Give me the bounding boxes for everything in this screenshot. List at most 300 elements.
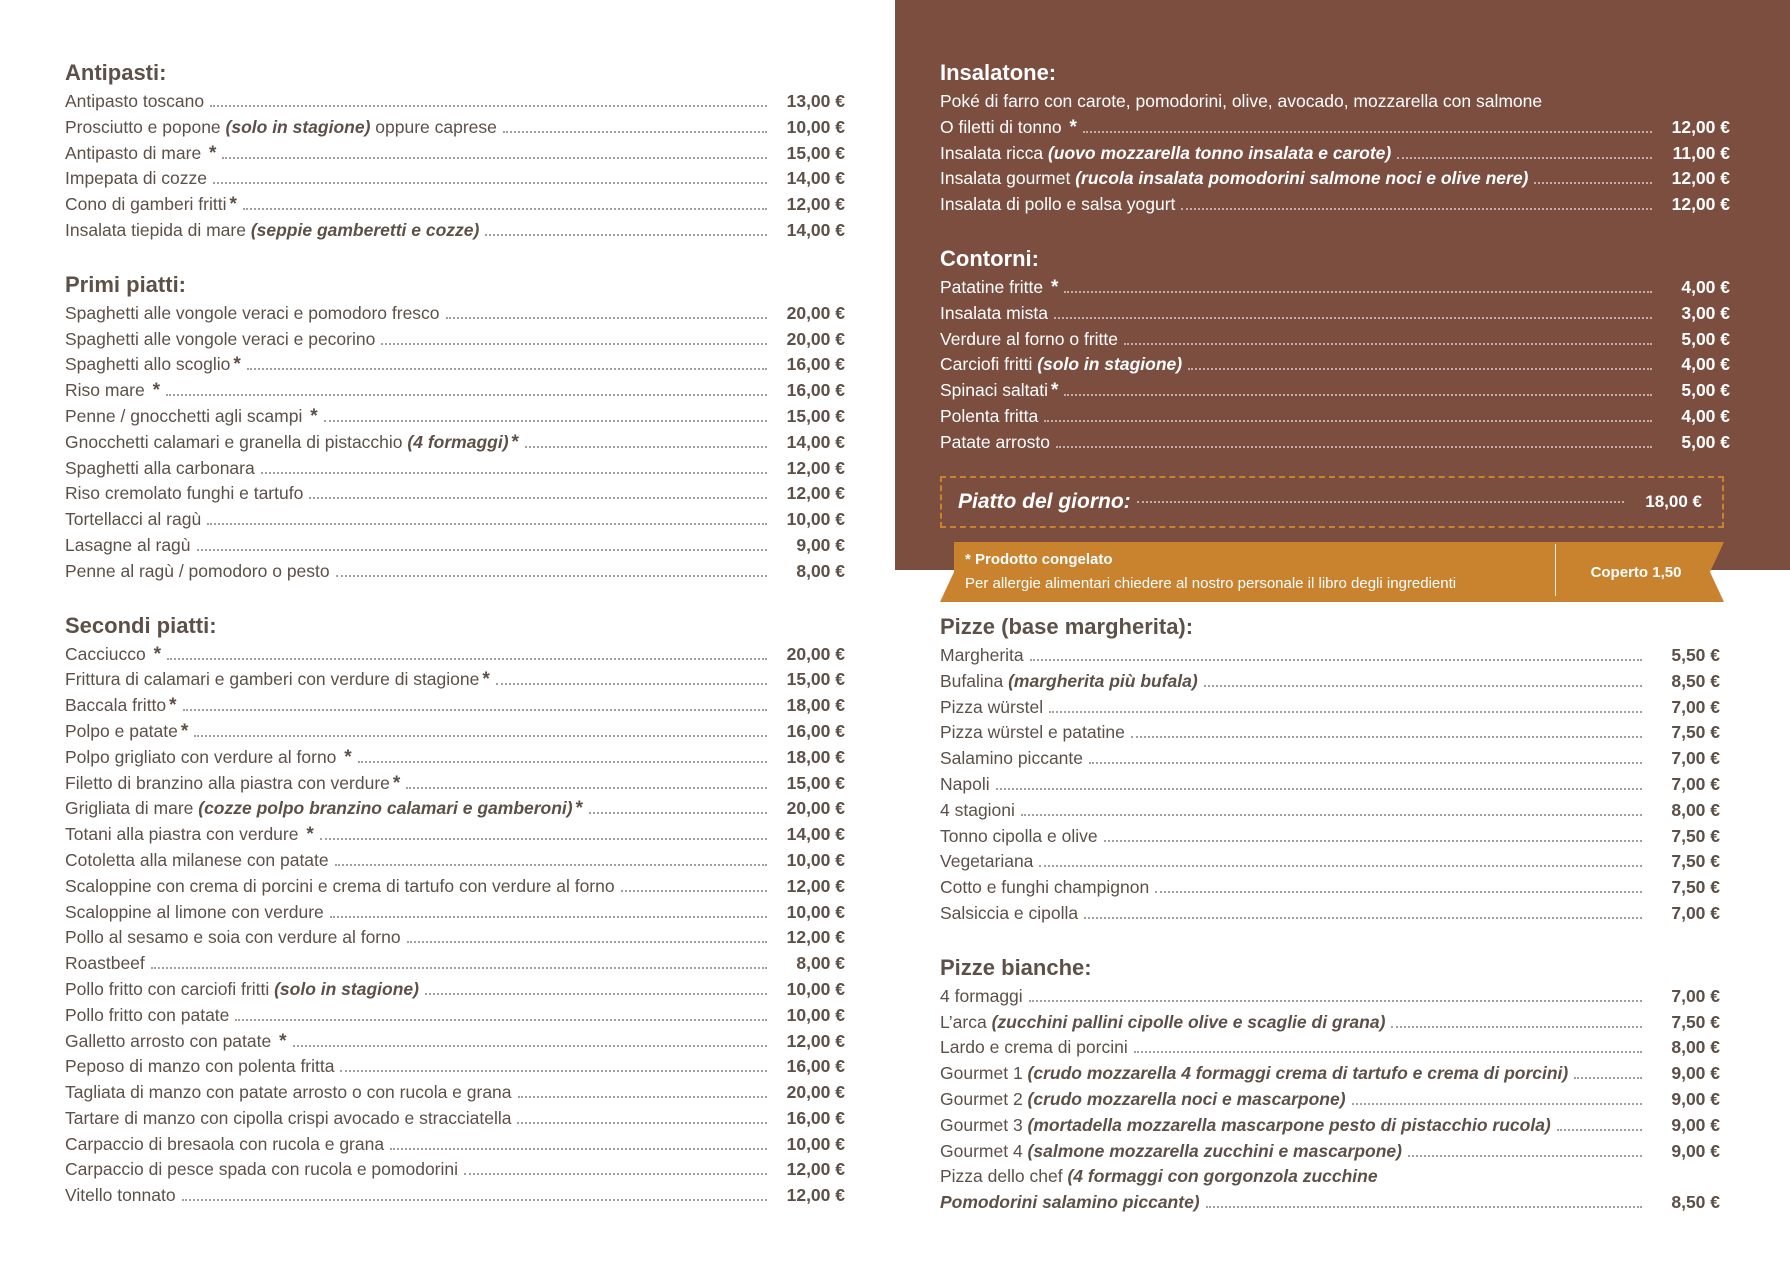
item-note: (crudo mozzarella noci e mascarpone): [1027, 1088, 1346, 1109]
dot-leader: [1134, 1051, 1642, 1053]
item-price: 5,50 €: [1671, 645, 1720, 665]
item-label: Insalata tiepida di mare: [65, 219, 251, 240]
item-name: [940, 352, 1182, 378]
item-label: Pizza dello chef: [940, 1166, 1068, 1187]
menu-item: [65, 667, 845, 693]
dot-leader: [1054, 317, 1652, 319]
item-label: Salamino piccante: [940, 748, 1083, 769]
item-price: 14,00 €: [786, 219, 845, 240]
dot-leader: [1352, 1103, 1642, 1105]
dot-leader: [1408, 1155, 1642, 1157]
item-price: 12,00 €: [1671, 194, 1730, 215]
frozen-star-icon: *: [233, 354, 241, 376]
item-price: 3,00 €: [1681, 302, 1730, 323]
frozen-star-icon: *: [344, 746, 352, 768]
item-price: 15,00 €: [786, 772, 845, 793]
section-title: Secondi piatti:: [65, 612, 217, 638]
dot-leader: [1206, 1206, 1642, 1208]
item-price: 16,00 €: [786, 720, 845, 741]
item-name: [65, 404, 318, 430]
dot-leader: [407, 941, 767, 943]
item-label: Polenta fritta: [940, 405, 1039, 426]
menu-item: [65, 951, 845, 977]
menu-item: [940, 1061, 1720, 1087]
item-note: (4 formaggi con gorgonzola zucchine: [1067, 1166, 1378, 1187]
menu-column-right-bottom: [940, 612, 1720, 1242]
item-name: [940, 378, 1058, 404]
dot-leader: [1534, 182, 1652, 184]
item-label: Frittura di calamari e gamberi con verdure di stagione: [65, 669, 480, 690]
menu-section-insalatone: [940, 58, 1730, 218]
item-label: Carpaccio di pesce spada con rucola e pomodorini: [65, 1159, 459, 1180]
item-price: 8,50 €: [1671, 670, 1720, 691]
item-name: [65, 925, 401, 951]
item-note: (crudo mozzarella 4 formaggi crema di tartufo e crema di porcini): [1027, 1063, 1569, 1084]
item-label: Insalata gourmet: [940, 168, 1076, 189]
item-price: 10,00 €: [786, 1133, 845, 1154]
dot-leader: [1131, 736, 1642, 738]
frozen-star-icon: *: [306, 824, 314, 846]
item-price: 7,00 €: [1671, 773, 1720, 794]
item-label: Napoli: [940, 773, 990, 794]
item-label: Cono di gamberi fritti: [65, 194, 227, 215]
menu-item: [940, 901, 1720, 927]
item-label: Carpaccio di bresaola con rucola e grana: [65, 1133, 385, 1154]
item-price: 15,00 €: [786, 669, 845, 690]
menu-item: [940, 720, 1720, 746]
menu-item: [65, 848, 845, 874]
item-alternative: oppure caprese: [370, 116, 497, 137]
item-name: [65, 352, 241, 378]
frozen-star-icon: *: [1069, 116, 1077, 138]
item-label: Margherita: [940, 645, 1024, 665]
dot-leader: [207, 523, 767, 525]
item-price: 10,00 €: [786, 978, 845, 999]
menu-section-pizze-base-margherita: [940, 612, 1720, 927]
menu-section-contorni: [940, 244, 1730, 456]
menu-item: [65, 745, 845, 771]
dot-leader: [1056, 446, 1652, 448]
frozen-star-icon: *: [279, 1030, 287, 1052]
dot-leader: [166, 394, 767, 396]
item-label: Tortellacci al ragù: [65, 509, 202, 530]
dot-leader: [330, 916, 767, 918]
item-price: 18,00 €: [786, 695, 845, 716]
item-label: Baccala fritto: [65, 695, 167, 716]
item-name: [940, 746, 1083, 772]
menu-item: [940, 327, 1730, 353]
dot-leader: [425, 993, 767, 995]
item-label: Cotto e funghi champignon: [940, 877, 1150, 898]
dot-leader: [151, 967, 767, 969]
item-name: [940, 772, 990, 798]
item-label: Gourmet 4: [940, 1140, 1028, 1161]
item-label: Spaghetti alla carbonara: [65, 457, 255, 478]
item-price: 16,00 €: [786, 380, 845, 401]
item-name: [65, 745, 352, 771]
item-price: 4,00 €: [1681, 276, 1730, 297]
item-name: [940, 849, 1033, 875]
item-name: [940, 1139, 1402, 1165]
item-name: [940, 1087, 1346, 1113]
item-price: 16,00 €: [786, 354, 845, 375]
menu-item: [65, 796, 845, 822]
item-price: 20,00 €: [786, 643, 845, 664]
item-label: Cacciucco: [65, 643, 151, 664]
item-name: [65, 874, 615, 900]
item-label: Vitello tonnato: [65, 1185, 176, 1206]
menu-item: [940, 1139, 1720, 1165]
dot-leader: [485, 234, 767, 236]
item-label: 4 formaggi: [940, 985, 1023, 1006]
item-name: [65, 822, 314, 848]
item-price: 12,00 €: [786, 927, 845, 948]
menu-item: [65, 141, 845, 167]
section-title: Contorni:: [940, 245, 1039, 271]
item-name: [940, 89, 1542, 115]
dot-leader: [1039, 865, 1642, 867]
menu-item: [940, 1190, 1720, 1216]
menu-item: [940, 1113, 1720, 1139]
dot-leader: [996, 788, 1642, 790]
menu-item: [940, 824, 1720, 850]
item-label: Filetto di branzino alla piastra con verdure: [65, 772, 390, 793]
item-name: [940, 1190, 1200, 1216]
item-label: Pollo al sesamo e soia con verdure al forno: [65, 927, 401, 948]
item-price: 12,00 €: [786, 483, 845, 504]
menu-item: [65, 378, 845, 404]
menu-item: [940, 695, 1720, 721]
dot-leader: [621, 890, 767, 892]
item-note: (mortadella mozzarella mascarpone pesto di pistacchio rucola): [1027, 1114, 1551, 1135]
item-price: 10,00 €: [786, 116, 845, 137]
item-name: [65, 642, 161, 668]
item-name: [65, 327, 375, 353]
menu-item: [940, 746, 1720, 772]
item-label: Riso mare: [65, 380, 150, 401]
menu-item: [940, 430, 1730, 456]
frozen-star-icon: *: [482, 669, 490, 691]
dot-leader: [213, 182, 767, 184]
item-label: Spaghetti alle vongole veraci e pomodoro fresco: [65, 302, 440, 323]
menu-item: [65, 771, 845, 797]
item-label: Carciofi fritti: [940, 354, 1038, 375]
item-note: (rucola insalata pomodorini salmone noci e olive nere): [1075, 168, 1529, 189]
item-name: [65, 951, 145, 977]
section-title: Pizze bianche:: [940, 954, 1092, 980]
dot-leader: [243, 208, 767, 210]
item-label: Gnocchetti calamari e granella di pistacchio: [65, 431, 408, 452]
item-note: (margherita più bufala): [1008, 670, 1198, 691]
item-label: Patate arrosto: [940, 431, 1050, 452]
menu-item: [65, 1029, 845, 1055]
item-note: (solo in stagione): [274, 978, 419, 999]
item-price: 5,00 €: [1681, 328, 1730, 349]
ribbon-notes: [965, 548, 1456, 596]
menu-item: [65, 719, 845, 745]
menu-item: [65, 1080, 845, 1106]
dot-leader: [1391, 1026, 1642, 1028]
coperto-label: Coperto 1,50: [1590, 563, 1682, 581]
item-price: 10,00 €: [786, 849, 845, 870]
dot-leader: [1030, 659, 1642, 661]
item-label: Pizza würstel: [940, 696, 1044, 717]
item-price: 14,00 €: [786, 824, 845, 845]
item-label: Tonno cipolla e olive: [940, 825, 1098, 846]
dot-leader: [182, 1199, 767, 1201]
dot-leader: [1064, 291, 1652, 293]
dot-leader: [197, 549, 767, 551]
menu-item: [65, 1157, 845, 1183]
item-label: Lasagne al ragù: [65, 534, 191, 555]
item-name: [65, 378, 160, 404]
item-label: O filetti di tonno: [940, 116, 1067, 137]
dot-leader: [464, 1173, 767, 1175]
item-label: Poké di farro con carote, pomodorini, olive, avocado, mozzarella con salmone: [940, 91, 1543, 111]
item-note: Pomodorini salamino piccante): [940, 1192, 1200, 1213]
dot-leader: [1397, 157, 1652, 159]
menu-section-pizze-bianche: [940, 953, 1720, 1216]
item-name: [940, 901, 1078, 927]
item-price: 15,00 €: [786, 142, 845, 163]
menu-item: [940, 875, 1720, 901]
section-title: Primi piatti:: [65, 271, 187, 297]
item-label: Salsiccia e cipolla: [940, 902, 1079, 923]
menu-item: [940, 643, 1720, 669]
dot-leader: [1188, 368, 1652, 370]
item-price: 7,00 €: [1671, 696, 1720, 717]
menu-item: [940, 378, 1730, 404]
item-name: [940, 875, 1149, 901]
item-label: Pollo fritto con carciofi fritti: [65, 978, 275, 999]
frozen-star-icon: *: [1050, 380, 1059, 402]
dot-leader: [517, 1122, 767, 1124]
item-label: Scaloppine con crema di porcini e crema di tartufo con verdure al forno: [65, 875, 615, 896]
item-name: [940, 404, 1038, 430]
item-name: [940, 301, 1048, 327]
item-label: Spaghetti alle vongole veraci e pecorino: [65, 328, 376, 349]
item-price: 12,00 €: [1671, 116, 1730, 137]
item-label: Tartare di manzo con cipolla crispi avocado e stracciatella: [65, 1107, 512, 1128]
menu-column-left: [65, 58, 845, 1235]
item-price: 8,00 €: [1671, 1037, 1720, 1058]
item-label: Vegetariana: [940, 851, 1034, 872]
item-price: 18,00 €: [786, 746, 845, 767]
item-name: [65, 1054, 334, 1080]
item-name: [65, 192, 237, 218]
dot-leader: [324, 420, 767, 422]
dot-leader: [589, 812, 767, 814]
item-price: 11,00 €: [1672, 142, 1730, 163]
dot-leader: [1029, 1000, 1642, 1002]
menu-item-description: [940, 1164, 1720, 1190]
item-price: 10,00 €: [786, 1004, 845, 1025]
item-name: [65, 1003, 229, 1029]
item-name: [65, 848, 329, 874]
item-name: [940, 192, 1175, 218]
dot-leader: [1557, 1129, 1642, 1131]
item-name: [65, 719, 188, 745]
item-price: 7,00 €: [1671, 748, 1720, 769]
item-price: 8,00 €: [796, 953, 845, 974]
item-name: [940, 166, 1528, 192]
item-label: Peposo di manzo con polenta fritta: [65, 1056, 335, 1077]
item-label: Pizza würstel e patatine: [940, 722, 1125, 743]
menu-item: [65, 822, 845, 848]
item-label: Grigliata di mare: [65, 798, 199, 819]
dot-leader: [1124, 343, 1652, 345]
item-label: Spaghetti allo scoglio: [65, 354, 231, 375]
menu-item: [940, 192, 1730, 218]
section-title: Antipasti:: [65, 60, 167, 85]
dot-leader: [1049, 711, 1642, 713]
item-label: Pollo fritto con patate: [65, 1004, 230, 1025]
frozen-star-icon: *: [575, 798, 584, 820]
item-name: [65, 771, 400, 797]
menu-item: [65, 1106, 845, 1132]
frozen-star-icon: *: [392, 772, 401, 794]
menu-section-antipasti: [65, 58, 845, 244]
item-label: L’arca: [940, 1011, 992, 1032]
item-name: [65, 1183, 176, 1209]
item-price: 10,00 €: [786, 509, 845, 530]
item-name: [940, 1010, 1385, 1036]
item-name: [940, 430, 1050, 456]
dot-leader: [336, 575, 767, 577]
item-price: 14,00 €: [786, 168, 845, 189]
item-label: Riso cremolato funghi e tartufo: [65, 483, 304, 504]
dot-leader: [335, 864, 767, 866]
item-name: [65, 89, 204, 115]
menu-item: [940, 275, 1730, 301]
item-name: [940, 141, 1391, 167]
frozen-star-icon: *: [180, 720, 189, 742]
item-price: 9,00 €: [1671, 1140, 1720, 1161]
item-price: 20,00 €: [786, 798, 845, 819]
item-price: 12,00 €: [786, 1030, 845, 1051]
menu-item: [65, 900, 845, 926]
dot-leader: [183, 709, 767, 711]
item-name: [65, 796, 583, 822]
item-price: 13,00 €: [786, 91, 845, 111]
dot-leader: [358, 761, 767, 763]
item-label: Prosciutto e popone: [65, 116, 226, 137]
frozen-star-icon: *: [169, 695, 177, 717]
dot-leader: [1083, 131, 1652, 133]
item-label: Lardo e crema di porcini: [940, 1037, 1128, 1058]
menu-item: [65, 218, 845, 244]
menu-item: [65, 327, 845, 353]
menu-item: [940, 115, 1730, 141]
menu-column-right-top: [940, 58, 1730, 482]
menu-item: [65, 1183, 845, 1209]
menu-item: [940, 984, 1720, 1010]
item-name: [65, 1132, 384, 1158]
menu-item: [65, 481, 845, 507]
item-name: [940, 643, 1024, 669]
item-price: 20,00 €: [786, 328, 845, 349]
item-label: Galletto arrosto con patate: [65, 1030, 277, 1051]
dot-leader: [525, 446, 767, 448]
item-name: [65, 301, 440, 327]
item-name: [65, 977, 419, 1003]
item-price: 20,00 €: [786, 302, 845, 323]
menu-item: [65, 166, 845, 192]
item-price: 20,00 €: [786, 1082, 845, 1103]
item-price: 12,00 €: [1671, 168, 1730, 189]
menu-item: [65, 115, 845, 141]
item-label: Scaloppine al limone con verdure: [65, 901, 324, 922]
item-price: 7,50 €: [1671, 825, 1720, 846]
menu-item: [65, 559, 845, 585]
dot-leader: [1155, 891, 1642, 893]
item-label: 4 stagioni: [940, 799, 1015, 820]
item-price: 12,00 €: [786, 194, 845, 215]
menu-item: [940, 669, 1720, 695]
item-label: Spinaci saltati: [940, 380, 1048, 401]
item-name: [940, 695, 1043, 721]
dot-leader: [446, 317, 767, 319]
item-note: (salmone mozzarella zucchini e mascarpone): [1027, 1140, 1402, 1161]
item-note: (4 formaggi): [407, 431, 509, 452]
dot-leader: [1137, 501, 1624, 503]
item-note: (seppie gamberetti e cozze): [250, 219, 480, 240]
item-label: Insalata ricca: [940, 142, 1048, 163]
piatto-del-giorno-box: [940, 476, 1724, 528]
item-price: 8,50 €: [1671, 1192, 1720, 1213]
item-price: 7,50 €: [1671, 877, 1720, 898]
item-name: [940, 1164, 1378, 1190]
section-title: Insalatone:: [940, 60, 1057, 85]
item-name: [65, 1080, 512, 1106]
star-icon: *: [965, 551, 971, 568]
item-name: [65, 115, 497, 141]
item-price: 16,00 €: [786, 1107, 845, 1128]
menu-item-description: [940, 89, 1730, 115]
menu-item: [940, 404, 1730, 430]
dot-leader: [340, 1070, 767, 1072]
item-price: 7,00 €: [1671, 985, 1720, 1006]
item-note: (zucchini pallini cipolle olive e scaglie di grana): [991, 1011, 1386, 1032]
item-price: 14,00 €: [786, 431, 845, 452]
menu-item: [65, 693, 845, 719]
dot-leader: [406, 787, 767, 789]
menu-item: [65, 404, 845, 430]
item-label: Bufalina: [940, 670, 1009, 691]
menu-item: [940, 798, 1720, 824]
dot-leader: [1089, 762, 1642, 764]
frozen-star-icon: *: [229, 194, 237, 216]
dot-leader: [210, 105, 767, 107]
item-name: [65, 430, 519, 456]
dot-leader: [1204, 685, 1642, 687]
item-name: [65, 559, 330, 585]
item-name: [65, 1157, 458, 1183]
menu-item: [65, 1003, 845, 1029]
item-label: Gourmet 3: [940, 1114, 1028, 1135]
item-label: Gourmet 1: [940, 1063, 1028, 1084]
frozen-star-icon: *: [153, 643, 161, 665]
item-label: Impepata di cozze: [65, 168, 208, 189]
item-note: (uovo mozzarella tonno insalata e carote): [1047, 142, 1392, 163]
menu-item: [940, 141, 1730, 167]
item-name: [940, 327, 1118, 353]
item-label: Verdure al forno o fritte: [940, 328, 1119, 349]
dot-leader: [293, 1045, 768, 1047]
menu-item: [65, 456, 845, 482]
item-name: [940, 1113, 1551, 1139]
item-label: Penne / gnocchetti agli scampi: [65, 405, 308, 426]
